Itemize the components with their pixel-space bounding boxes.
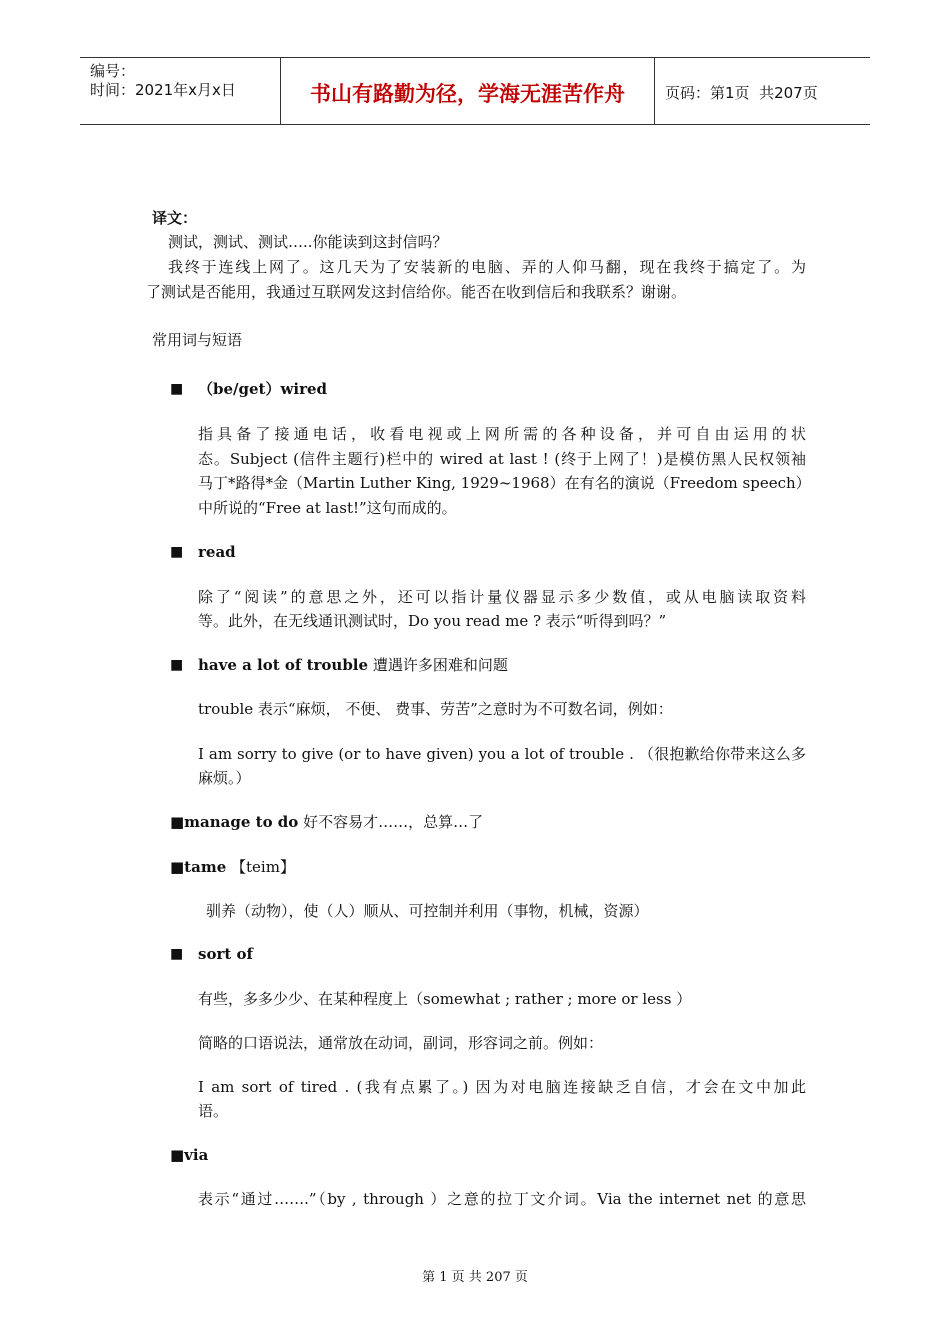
manage-heading bbox=[170, 810, 483, 834]
translation-p2-line1: 我终于连线上网了。这几天为了安装新的电脑、弄的人仰马翻，现在我终于搞定了。为 bbox=[168, 258, 806, 276]
header-motto bbox=[281, 58, 655, 124]
bullet-icon: ■ bbox=[170, 381, 184, 397]
translation-p1: 测试，测试、测试…..你能读到这封信吗？ bbox=[168, 233, 448, 251]
header-page-info bbox=[655, 58, 870, 124]
sortof-line-2: 简略的口语说法，通常放在动词，副词，形容词之前。例如： bbox=[198, 1034, 604, 1052]
bullet-icon: ■ bbox=[170, 657, 184, 673]
via-line-1: 表示“通过…….”（by , through ）之意的拉丁文介词。Via the internet net 的意思 bbox=[198, 1190, 806, 1208]
trouble-meaning: 遭遇许多困难和问题 bbox=[368, 656, 508, 674]
trouble-line-1: trouble 表示“麻烦， 不便、 费事、劳苦”之意时为不可数名词，例如： bbox=[198, 700, 673, 718]
term-via: ■via bbox=[170, 1146, 209, 1164]
sortof-line-3: I am sort of tired . (我有点累了。) 因为对电脑连接缺乏自信，才会在文中加此 bbox=[198, 1078, 806, 1096]
tame-heading bbox=[170, 855, 295, 879]
term-trouble: have a lot of trouble bbox=[198, 656, 369, 674]
header-meta bbox=[80, 58, 281, 124]
tame-line-1: 驯养（动物），使（人）顺从、可控制并利用（事物，机械，资源） bbox=[206, 902, 649, 920]
term-manage: ■manage to do bbox=[170, 813, 299, 831]
term-sort-of: sort of bbox=[198, 945, 253, 963]
read-line-2: 等。此外，在无线通讯测试时，Do you read me ? 表示“听得到吗？” bbox=[198, 612, 667, 630]
serial-label: 编号： bbox=[90, 62, 136, 80]
translation-title: 译文： bbox=[152, 209, 198, 227]
time-label: 时间：2021年x月x日 bbox=[90, 81, 236, 99]
trouble-heading bbox=[198, 653, 508, 677]
section-title: 常用词与短语 bbox=[152, 331, 243, 349]
motto-text: 书山有路勤为径，学海无涯苦作舟 bbox=[310, 82, 625, 106]
term-wired: （be/get）wired bbox=[198, 380, 328, 398]
term-tame: ■tame bbox=[170, 858, 227, 876]
read-line-1: 除了“阅读”的意思之外，还可以指计量仪器显示多少数值，或从电脑读取资料 bbox=[198, 588, 806, 606]
bullet-icon: ■ bbox=[170, 946, 184, 962]
bullet-icon: ■ bbox=[170, 544, 184, 560]
wired-line-1: 指具备了接通电话，收看电视或上网所需的各种设备，并可自由运用的状 bbox=[198, 425, 806, 443]
sortof-line-4: 语。 bbox=[198, 1102, 229, 1120]
trouble-line-3: 麻烦。） bbox=[198, 769, 251, 787]
page-label: 页码：第1页 共207页 bbox=[665, 83, 818, 102]
sortof-line-1: 有些，多多少少、在某种程度上（somewhat ; rather ; more or less ） bbox=[198, 990, 692, 1008]
term-read: read bbox=[198, 543, 236, 561]
translation-p2-line2: 了测试是否能用，我通过互联网发这封信给你。能否在收到信后和我联系？谢谢。 bbox=[146, 283, 687, 301]
wired-line-4: 中所说的“Free at last!”这句而成的。 bbox=[198, 499, 457, 517]
trouble-line-2: I am sorry to give (or to have given) you a lot of trouble . （很抱歉给你带来这么多 bbox=[198, 745, 806, 763]
page-footer: 第 1 页 共 207 页 bbox=[422, 1270, 528, 1285]
wired-line-2: 态。Subject (信件主题行)栏中的 wired at last ! (终于上网了！)是模仿黑人民权领袖 bbox=[198, 450, 806, 468]
tame-pronunciation: 【teim】 bbox=[226, 858, 295, 876]
wired-line-3: 马丁*路得*金（Martin Luther King, 1929~1968）在有名的演说（Freedom speech） bbox=[198, 474, 811, 492]
manage-meaning: 好不容易才……，总算…了 bbox=[298, 813, 484, 831]
page-header bbox=[80, 57, 870, 125]
